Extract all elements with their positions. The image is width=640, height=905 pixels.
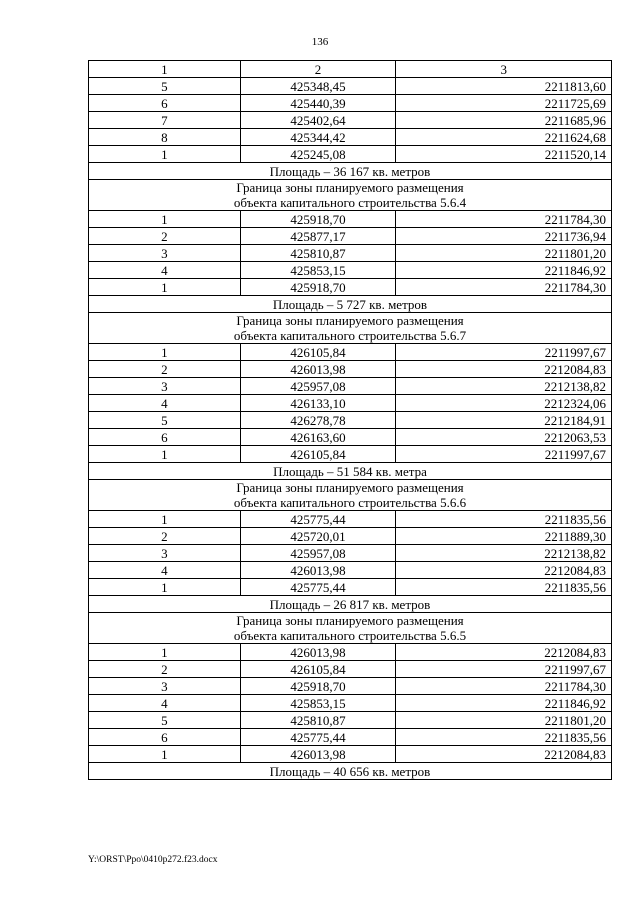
point-number-cell: 1 xyxy=(89,579,241,596)
x-coordinate-cell: 426133,10 xyxy=(240,395,396,412)
y-coordinate-cell: 2211784,30 xyxy=(396,678,612,695)
area-row xyxy=(89,296,612,313)
y-coordinate-cell: 2211725,69 xyxy=(396,95,612,112)
y-coordinate-cell: 2212063,53 xyxy=(396,429,612,446)
table-row xyxy=(89,395,612,412)
table-row xyxy=(89,644,612,661)
point-number-cell: 6 xyxy=(89,729,241,746)
y-coordinate-cell: 2211736,94 xyxy=(396,228,612,245)
y-coordinate-cell: 2211801,20 xyxy=(396,712,612,729)
point-number-cell: 1 xyxy=(89,211,241,228)
zone-heading-line: Граница зоны планируемого размещения xyxy=(236,180,464,195)
y-coordinate-cell: 2211846,92 xyxy=(396,262,612,279)
x-coordinate-cell: 426013,98 xyxy=(240,746,396,763)
x-coordinate-cell: 425402,64 xyxy=(240,112,396,129)
point-number-cell: 3 xyxy=(89,678,241,695)
zone-heading-line: объекта капитального строительства 5.6.5 xyxy=(233,628,467,643)
zone-heading xyxy=(89,313,612,344)
y-coordinate-cell: 2211846,92 xyxy=(396,695,612,712)
table-row xyxy=(89,78,612,95)
x-coordinate-cell: 425344,42 xyxy=(240,129,396,146)
y-coordinate-cell: 2211685,96 xyxy=(396,112,612,129)
y-coordinate-cell: 2212324,06 xyxy=(396,395,612,412)
table-row xyxy=(89,746,612,763)
coordinates-table xyxy=(88,60,612,780)
point-number-cell: 1 xyxy=(89,644,241,661)
point-number-cell: 4 xyxy=(89,395,241,412)
table-row xyxy=(89,112,612,129)
table-row xyxy=(89,361,612,378)
table-row xyxy=(89,429,612,446)
point-number-cell: 5 xyxy=(89,412,241,429)
point-number-cell: 1 xyxy=(89,746,241,763)
table-row xyxy=(89,562,612,579)
x-coordinate-cell: 426105,84 xyxy=(240,344,396,361)
table-row xyxy=(89,412,612,429)
point-number-cell: 8 xyxy=(89,129,241,146)
y-coordinate-cell: 2212084,83 xyxy=(396,562,612,579)
area-total: Площадь – 36 167 кв. метров xyxy=(89,163,612,180)
point-number-cell: 2 xyxy=(89,661,241,678)
zone-heading-row xyxy=(89,613,612,644)
zone-heading-row xyxy=(89,480,612,511)
zone-heading xyxy=(89,180,612,211)
zone-heading-line: объекта капитального строительства 5.6.6 xyxy=(233,495,467,510)
x-coordinate-cell: 425720,01 xyxy=(240,528,396,545)
table-row xyxy=(89,344,612,361)
table-row xyxy=(89,211,612,228)
area-row xyxy=(89,596,612,613)
point-number-cell: 3 xyxy=(89,378,241,395)
point-number-cell: 6 xyxy=(89,429,241,446)
table-row xyxy=(89,228,612,245)
x-coordinate-cell: 425853,15 xyxy=(240,262,396,279)
y-coordinate-cell: 2211835,56 xyxy=(396,579,612,596)
x-coordinate-cell: 425918,70 xyxy=(240,279,396,296)
x-coordinate-cell: 425810,87 xyxy=(240,245,396,262)
y-coordinate-cell: 2211997,67 xyxy=(396,446,612,463)
point-number-cell: 5 xyxy=(89,712,241,729)
x-coordinate-cell: 425775,44 xyxy=(240,579,396,596)
table-row xyxy=(89,545,612,562)
table-row xyxy=(89,579,612,596)
table-row xyxy=(89,678,612,695)
header-cell-x: 2 xyxy=(240,61,396,78)
point-number-cell: 5 xyxy=(89,78,241,95)
point-number-cell: 4 xyxy=(89,262,241,279)
point-number-cell: 1 xyxy=(89,279,241,296)
y-coordinate-cell: 2211520,14 xyxy=(396,146,612,163)
x-coordinate-cell: 425957,08 xyxy=(240,378,396,395)
x-coordinate-cell: 425918,70 xyxy=(240,678,396,695)
y-coordinate-cell: 2212184,91 xyxy=(396,412,612,429)
area-total: Площадь – 26 817 кв. метров xyxy=(89,596,612,613)
area-total: Площадь – 40 656 кв. метров xyxy=(89,763,612,780)
y-coordinate-cell: 2211889,30 xyxy=(396,528,612,545)
point-number-cell: 1 xyxy=(89,446,241,463)
table-row xyxy=(89,695,612,712)
table-row xyxy=(89,661,612,678)
point-number-cell: 4 xyxy=(89,695,241,712)
point-number-cell: 3 xyxy=(89,545,241,562)
x-coordinate-cell: 425245,08 xyxy=(240,146,396,163)
y-coordinate-cell: 2212138,82 xyxy=(396,545,612,562)
y-coordinate-cell: 2212084,83 xyxy=(396,644,612,661)
table-row xyxy=(89,95,612,112)
area-row xyxy=(89,463,612,480)
x-coordinate-cell: 425853,15 xyxy=(240,695,396,712)
x-coordinate-cell: 425957,08 xyxy=(240,545,396,562)
x-coordinate-cell: 426105,84 xyxy=(240,446,396,463)
y-coordinate-cell: 2211801,20 xyxy=(396,245,612,262)
table-row xyxy=(89,262,612,279)
point-number-cell: 6 xyxy=(89,95,241,112)
y-coordinate-cell: 2211997,67 xyxy=(396,344,612,361)
header-cell-point: 1 xyxy=(89,61,241,78)
x-coordinate-cell: 426163,60 xyxy=(240,429,396,446)
y-coordinate-cell: 2211624,68 xyxy=(396,129,612,146)
table-row xyxy=(89,378,612,395)
table-row xyxy=(89,528,612,545)
x-coordinate-cell: 426013,98 xyxy=(240,644,396,661)
zone-heading-line: Граница зоны планируемого размещения xyxy=(236,480,464,495)
x-coordinate-cell: 425877,17 xyxy=(240,228,396,245)
zone-heading-line: объекта капитального строительства 5.6.4 xyxy=(233,195,467,210)
point-number-cell: 1 xyxy=(89,146,241,163)
y-coordinate-cell: 2212138,82 xyxy=(396,378,612,395)
point-number-cell: 2 xyxy=(89,361,241,378)
y-coordinate-cell: 2212084,83 xyxy=(396,361,612,378)
table-row xyxy=(89,245,612,262)
zone-heading-row xyxy=(89,313,612,344)
table-row xyxy=(89,729,612,746)
page-number: 136 xyxy=(311,36,329,48)
point-number-cell: 4 xyxy=(89,562,241,579)
area-row xyxy=(89,163,612,180)
point-number-cell: 7 xyxy=(89,112,241,129)
y-coordinate-cell: 2211997,67 xyxy=(396,661,612,678)
x-coordinate-cell: 425775,44 xyxy=(240,729,396,746)
area-total: Площадь – 5 727 кв. метров xyxy=(89,296,612,313)
table-row xyxy=(89,146,612,163)
zone-heading-line: Граница зоны планируемого размещения xyxy=(236,313,464,328)
zone-heading xyxy=(89,480,612,511)
x-coordinate-cell: 426278,78 xyxy=(240,412,396,429)
table-row xyxy=(89,279,612,296)
y-coordinate-cell: 2211784,30 xyxy=(396,279,612,296)
zone-heading-line: объекта капитального строительства 5.6.7 xyxy=(233,328,467,343)
x-coordinate-cell: 425918,70 xyxy=(240,211,396,228)
point-number-cell: 2 xyxy=(89,228,241,245)
x-coordinate-cell: 425775,44 xyxy=(240,511,396,528)
zone-heading-line: Граница зоны планируемого размещения xyxy=(236,613,464,628)
point-number-cell: 1 xyxy=(89,344,241,361)
table-row xyxy=(89,446,612,463)
table-row xyxy=(89,129,612,146)
x-coordinate-cell: 425810,87 xyxy=(240,712,396,729)
x-coordinate-cell: 426013,98 xyxy=(240,361,396,378)
point-number-cell: 3 xyxy=(89,245,241,262)
table-row xyxy=(89,712,612,729)
header-cell-y: 3 xyxy=(396,61,612,78)
zone-heading xyxy=(89,613,612,644)
x-coordinate-cell: 425348,45 xyxy=(240,78,396,95)
y-coordinate-cell: 2211835,56 xyxy=(396,511,612,528)
table-row xyxy=(89,511,612,528)
y-coordinate-cell: 2211835,56 xyxy=(396,729,612,746)
zone-heading-row xyxy=(89,180,612,211)
point-number-cell: 2 xyxy=(89,528,241,545)
x-coordinate-cell: 426105,84 xyxy=(240,661,396,678)
point-number-cell: 1 xyxy=(89,511,241,528)
y-coordinate-cell: 2211784,30 xyxy=(396,211,612,228)
area-row xyxy=(89,763,612,780)
x-coordinate-cell: 426013,98 xyxy=(240,562,396,579)
table-header-row xyxy=(89,61,612,78)
y-coordinate-cell: 2212084,83 xyxy=(396,746,612,763)
file-path-footer: Y:\ORST\Ppo\0410p272.f23.docx xyxy=(88,855,218,865)
x-coordinate-cell: 425440,39 xyxy=(240,95,396,112)
area-total: Площадь – 51 584 кв. метра xyxy=(89,463,612,480)
y-coordinate-cell: 2211813,60 xyxy=(396,78,612,95)
